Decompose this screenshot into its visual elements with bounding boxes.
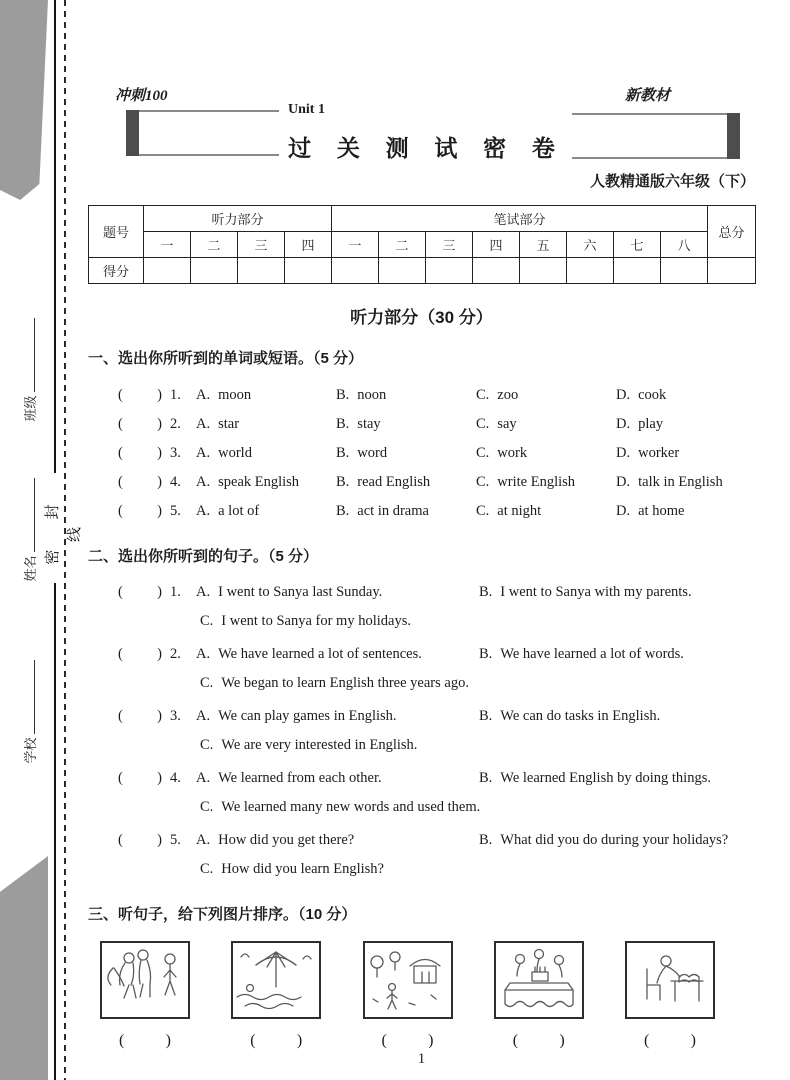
label-box-endcap [727,113,740,159]
col-label: 三 [426,232,473,258]
picture-item-2 [231,941,321,1050]
part2-item-2 [88,640,755,698]
option-d[interactable]: D. at home [616,503,685,519]
option-c[interactable]: C. We learned many new words and used them. [200,799,481,815]
beach-sketch [233,943,319,1017]
picture-answer-blank[interactable]: ( ) [512,1032,565,1049]
option-d[interactable]: D. talk in English [616,474,723,490]
score-cell[interactable] [614,258,661,284]
option-c[interactable]: C. work [476,445,528,461]
unit-label: Unit 1 [288,102,325,117]
option-a[interactable]: A. moon [196,387,252,403]
score-cell[interactable] [520,258,567,284]
costume-play-sketch [102,943,188,1017]
part1-item-4 [88,468,755,497]
score-cell[interactable] [144,258,191,284]
option-b[interactable]: B. I went to Sanya with my parents. [479,584,692,600]
picture-costume-play [100,941,190,1019]
score-cell[interactable] [332,258,379,284]
class-field[interactable] [20,313,40,427]
part1-heading: 一、选出你所听到的单词或短语。（5 分） [88,350,364,367]
col-label: 四 [473,232,520,258]
paper-title: 过 关 测 试 密 卷 [288,136,565,161]
answer-blank[interactable]: ( ) [118,387,162,403]
edition-subtitle: 人教精通版六年级（下） [589,173,755,190]
score-cell[interactable] [661,258,708,284]
option-a[interactable]: A. world [196,445,252,461]
picture-item-3 [363,941,453,1050]
option-c[interactable]: C. at night [476,503,542,519]
option-b[interactable]: B. read English [336,474,431,490]
option-b[interactable]: B. We learned English by doing things. [479,770,711,786]
item-number: 2. [170,646,181,662]
option-a[interactable]: A. I went to Sanya last Sunday. [196,584,383,600]
class-field-blank[interactable] [31,319,35,393]
name-field[interactable] [20,473,40,587]
score-cell[interactable] [567,258,614,284]
part1-item-5 [88,497,755,526]
picture-study-desk [625,941,715,1019]
item-number: 5. [170,503,181,519]
score-row [89,258,756,284]
seal-line-text: 密 封 线 [42,473,64,583]
option-c[interactable]: C. I went to Sanya for my holidays. [200,613,411,629]
answer-blank[interactable]: ( ) [118,503,162,519]
school-field[interactable] [20,655,40,769]
part2-item-3 [88,702,755,760]
class-field-label: 班级 [23,395,38,422]
col-label: 三 [238,232,285,258]
answer-blank[interactable]: ( ) [118,770,162,786]
picture-answer-blank[interactable]: ( ) [119,1032,171,1049]
study-desk-sketch [627,943,713,1017]
score-cell[interactable] [191,258,238,284]
option-c[interactable]: C. write English [476,474,576,490]
answer-blank[interactable]: ( ) [118,445,162,461]
col-label: 八 [661,232,708,258]
col-label: 一 [332,232,379,258]
picture-item-1 [100,941,190,1050]
col-label: 四 [285,232,332,258]
picture-birthday-party [494,941,584,1019]
score-cell[interactable] [473,258,520,284]
part2-items [88,578,755,884]
option-a[interactable]: A. We can play games in English. [196,708,397,724]
option-c[interactable]: C. zoo [476,387,519,403]
part1-item-3 [88,439,755,468]
picture-temple-visit [363,941,453,1019]
part2-item-4 [88,764,755,822]
answer-blank[interactable]: ( ) [118,584,162,600]
page-number: 1 [417,1051,426,1067]
option-c[interactable]: C. We began to learn English three years ago. [200,675,469,691]
name-field-blank[interactable] [31,479,35,553]
score-cell[interactable] [426,258,473,284]
col-label: 六 [567,232,614,258]
picture-answer-blank[interactable]: ( ) [644,1032,696,1049]
option-b[interactable]: B. word [336,445,388,461]
picture-answer-blank[interactable]: ( ) [250,1032,303,1049]
scan-shadow-top [0,0,48,200]
col-label: 七 [614,232,661,258]
item-number: 1. [170,387,181,403]
school-field-label: 学校 [23,737,38,764]
part3-pictures [88,941,755,1050]
picture-item-5 [625,941,715,1050]
question-number-row [89,232,756,258]
score-row-label: 得分 [89,258,144,284]
scan-shadow-bottom [0,856,48,1080]
listening-section-heading: 听力部分（30 分） [350,308,493,327]
part2-heading: 二、选出你所听到的句子。（5 分） [88,548,319,565]
total-header-cell: 总分 [708,206,756,258]
listening-header-cell: 听力部分 [144,206,332,232]
total-score-cell[interactable] [708,258,756,284]
part2-item-1 [88,578,755,636]
item-number: 1. [170,584,181,600]
item-number: 5. [170,832,181,848]
option-c[interactable]: C. say [476,416,517,432]
temple-visit-sketch [365,943,451,1017]
picture-beach [231,941,321,1019]
col-label: 五 [520,232,567,258]
part3-heading: 三、听句子，给下列图片排序。（10 分） [88,906,357,923]
option-a[interactable]: A. We learned from each other. [196,770,382,786]
part2-item-5 [88,826,755,884]
name-field-label: 姓名 [23,555,38,582]
school-field-blank[interactable] [31,661,35,735]
option-b[interactable]: B. act in drama [336,503,429,519]
birthday-party-sketch [496,943,582,1017]
item-number: 2. [170,416,181,432]
answer-blank[interactable]: ( ) [118,708,162,724]
col-label: 一 [144,232,191,258]
picture-item-4 [494,941,584,1050]
option-a[interactable]: A. How did you get there? [196,832,355,848]
option-a[interactable]: A. We have learned a lot of sentences. [196,646,422,662]
item-number: 3. [170,708,181,724]
option-d[interactable]: D. play [616,416,664,432]
option-c[interactable]: C. How did you learn English? [200,861,384,877]
answer-blank[interactable]: ( ) [118,474,162,490]
answer-blank[interactable]: ( ) [118,416,162,432]
option-a[interactable]: A. star [196,416,240,432]
option-a[interactable]: A. speak English [196,474,300,490]
col-label: 二 [191,232,238,258]
written-header-cell: 笔试部分 [332,206,708,232]
option-d[interactable]: D. worker [616,445,680,461]
option-a[interactable]: A. a lot of [196,503,260,519]
item-number: 3. [170,445,181,461]
brand-logo: 冲刺100 [115,88,168,104]
option-b[interactable]: B. stay [336,416,381,432]
option-d[interactable]: D. cook [616,387,667,403]
score-cell[interactable] [285,258,332,284]
picture-answer-blank[interactable]: ( ) [381,1032,434,1049]
option-b[interactable]: B. We can do tasks in English. [479,708,661,724]
part1-item-2 [88,410,755,439]
item-number: 4. [170,770,181,786]
option-b[interactable]: B. We have learned a lot of words. [479,646,684,662]
header-label-box-right [572,113,740,159]
col-label: 二 [379,232,426,258]
answer-blank[interactable]: ( ) [118,832,162,848]
part1-items [88,381,755,526]
option-b[interactable]: B. noon [336,387,387,403]
answer-blank[interactable]: ( ) [118,646,162,662]
score-table-corner: 题号 [89,206,144,258]
option-c[interactable]: C. We are very interested in English. [200,737,418,753]
score-table [88,205,756,284]
score-cell[interactable] [238,258,285,284]
option-b[interactable]: B. What did you do during your holidays? [479,832,729,848]
score-cell[interactable] [379,258,426,284]
paper-header [88,82,755,205]
item-number: 4. [170,474,181,490]
part1-item-1 [88,381,755,410]
edition-badge: 新教材 [625,88,671,104]
